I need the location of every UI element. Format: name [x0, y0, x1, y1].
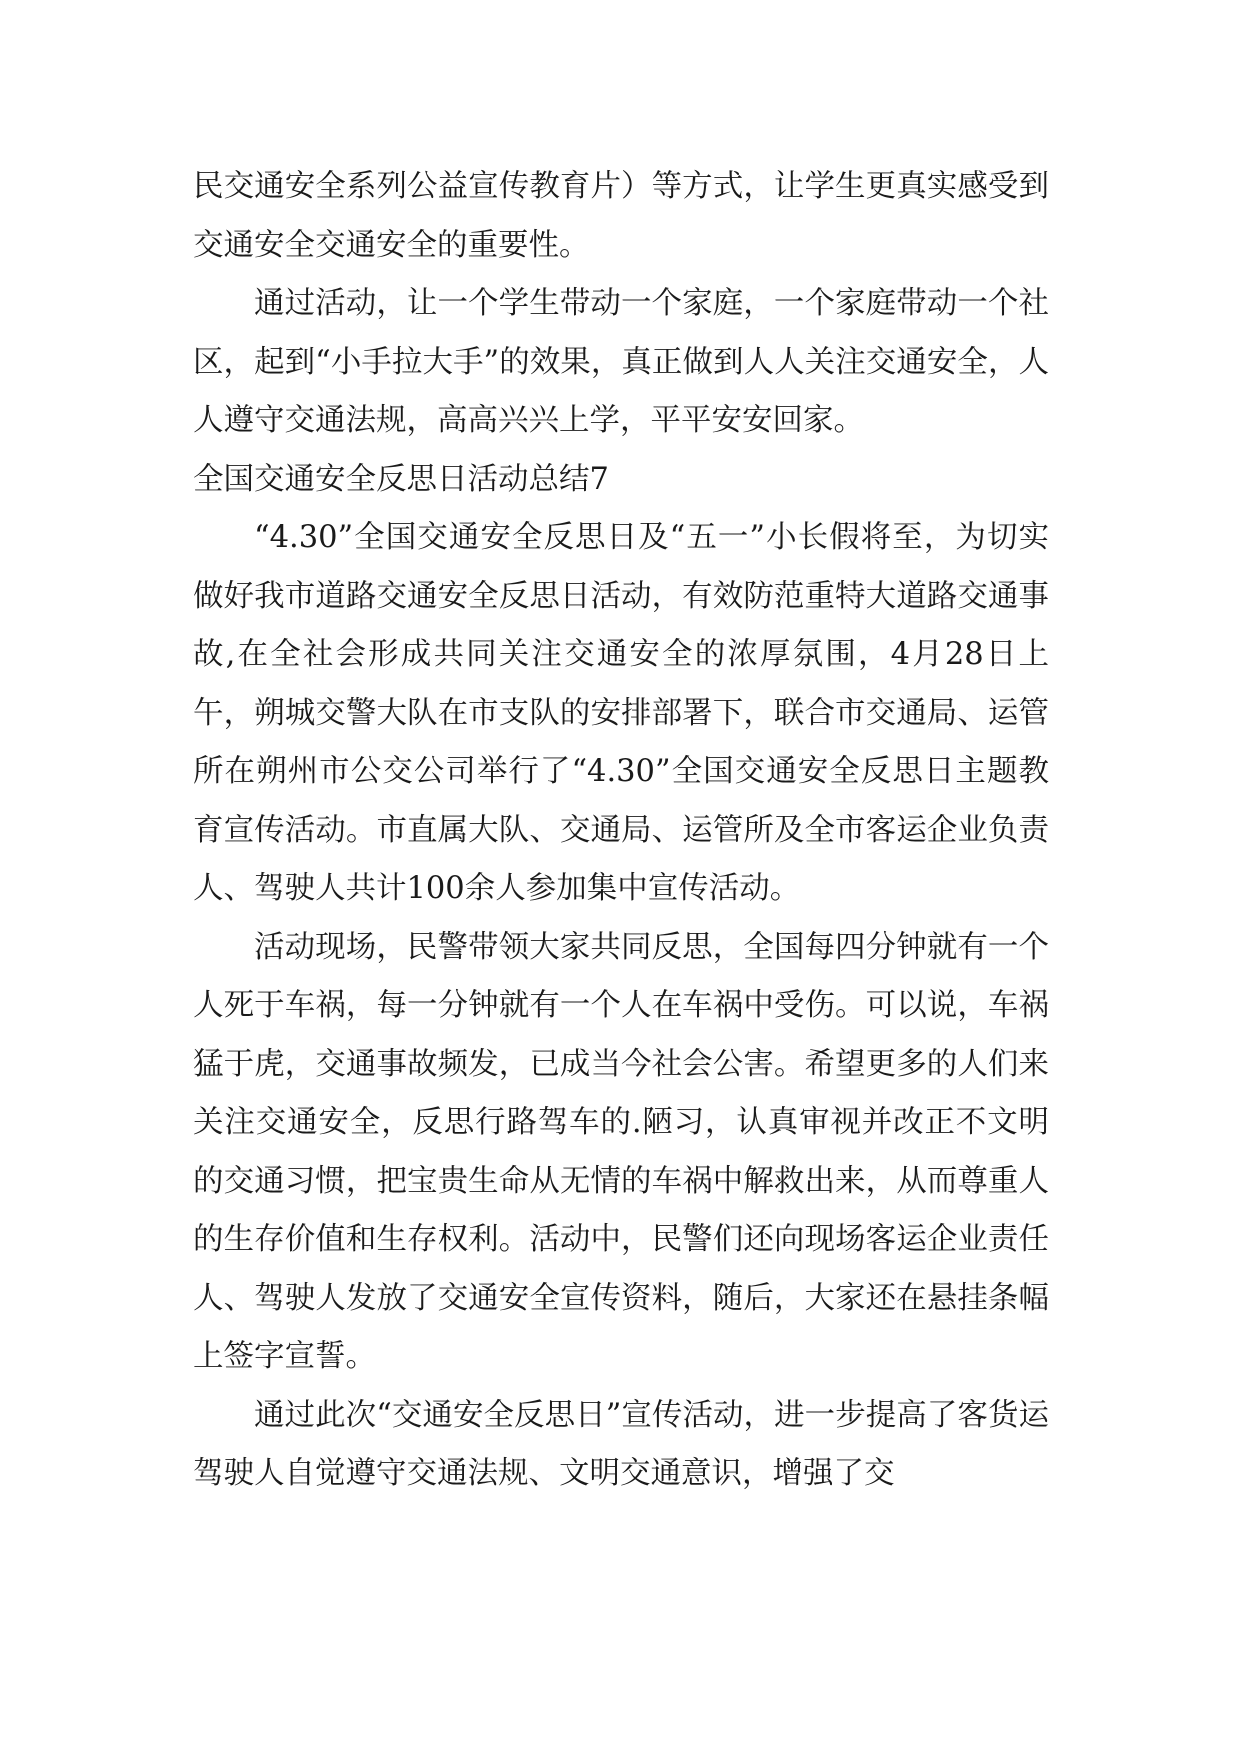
paragraph: “4.30”全国交通安全反思日及“五一”小长假将至，为切实做好我市道路交通安全反思日活动，有效防范重特大道路交通事故,在全社会形成共同关注交通安全的浓厚氛围，4月28日上午，朔城交警大队在市支队的安排部署下，联合市交通局、运管所在朔州市公交公司举行了“4.30”全国交通安全反思日主题教育宣传活动。市直属大队、交通局、运管所及全市客运企业负责人、驾驶人共计100余人参加集中宣传活动。: [193, 520, 1049, 906]
paragraph-continuation: 民交通安全系列公益宣传教育片）等方式，让学生更真实感受到交通安全交通安全的重要性。: [193, 169, 1049, 263]
document-body: [193, 158, 1049, 1504]
paragraph: 活动现场，民警带领大家共同反思，全国每四分钟就有一个人死于车祸，每一分钟就有一个人在车祸中受伤。可以说，车祸猛于虎，交通事故频发，已成当今社会公害。希望更多的人们来关注交通安全，反思行路驾车的.陋习，认真审视并改正不文明的交通习惯，把宝贵生命从无情的车祸中解救出来，从而尊重人的生存价值和生存权利。活动中，民警们还向现场客运企业责任人、驾驶人发放了交通安全宣传资料，随后，大家还在悬挂条幅上签字宣誓。: [193, 929, 1049, 1374]
paragraph: 通过活动，让一个学生带动一个家庭，一个家庭带动一个社区，起到“小手拉大手”的效果，真正做到人人关注交通安全，人人遵守交通法规，高高兴兴上学，平平安安回家。: [193, 286, 1049, 438]
section-heading: 全国交通安全反思日活动总结7: [193, 461, 609, 497]
paragraph: 通过此次“交通安全反思日”宣传活动，进一步提高了客货运驾驶人自觉遵守交通法规、文明交通意识，增强了交: [193, 1397, 1049, 1491]
